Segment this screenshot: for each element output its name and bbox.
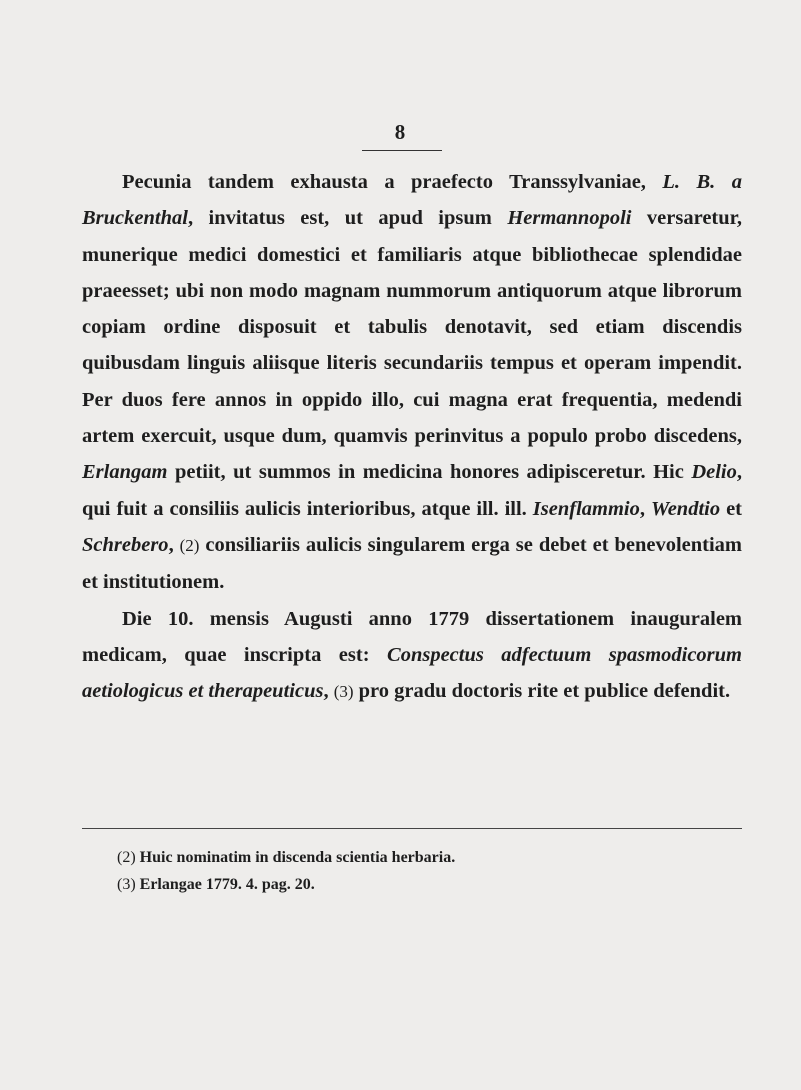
text-run: versaretur, munerique medici domestici et familiaris atque bibliothecae splendidae praeesset; ubi non modo magnam nummorum antiquorum atque librorum copiam ordine disposuit et tabulis denotavit, sed etiam discendis quibusdam linguis aliisque literis secundariis tempus et operam impendit. Per duos fere annos in oppido illo, cui magna erat frequentia, medendi artem exercuit, usque dum, quamvis perinvitus a populo probo discedens,	[82, 207, 742, 448]
text-run: , invitatus est, ut apud ipsum	[187, 207, 508, 230]
italic-phrase: Isenflammio	[532, 497, 640, 520]
footnote	[117, 871, 737, 898]
page-number: 8	[394, 120, 406, 144]
text-run: ,	[639, 497, 651, 520]
footnotes	[117, 844, 737, 898]
italic-phrase: Hermannopoli	[507, 207, 632, 230]
paragraph	[82, 601, 742, 711]
footnote-text: Huic nominatim in discenda scientia herbaria.	[139, 849, 456, 866]
italic-phrase: Delio	[691, 461, 737, 484]
footnote	[117, 844, 737, 871]
paragraph	[82, 164, 742, 601]
footnote-mark: (2)	[117, 849, 136, 866]
text-run: , qui fuit a consiliis aulicis interioribus, atque ill. ill.	[82, 461, 742, 520]
footnote-rule	[82, 828, 742, 829]
note-reference: (3)	[333, 682, 354, 702]
text-run: ,	[168, 533, 180, 556]
footnote-mark: (3)	[117, 876, 136, 893]
text-run: consiliariis aulicis singularem erga se debet et benevolentiam et institutionem.	[82, 533, 743, 594]
text-run: Pecunia tandem exhausta a praefecto Transsylvaniae,	[122, 171, 663, 193]
italic-phrase: L. B. a Bruckenthal	[82, 171, 742, 230]
text-run: Die 10. mensis Augusti anno 1779 dissertationem inauguralem medicam, quae inscripta est:	[82, 607, 742, 666]
italic-phrase: Conspectus adfectuum spasmodicorum aetiologicus et therapeuticus	[82, 643, 743, 703]
page-number-rule	[362, 150, 442, 151]
body-text	[82, 164, 742, 710]
text-run: pro gradu doctoris rite et publice defendit.	[353, 680, 731, 703]
footnote-text: Erlangae 1779. 4. pag. 20.	[139, 876, 315, 893]
italic-phrase: Wendtio	[650, 497, 721, 520]
italic-phrase: Schrebero	[82, 533, 169, 556]
text-run: et	[720, 497, 742, 520]
text-run: petiit, ut summos in medicina honores adipisceretur. Hic	[167, 461, 692, 484]
text-run: ,	[323, 680, 334, 703]
note-reference: (2)	[179, 535, 200, 555]
italic-phrase: Erlangam	[82, 461, 168, 484]
